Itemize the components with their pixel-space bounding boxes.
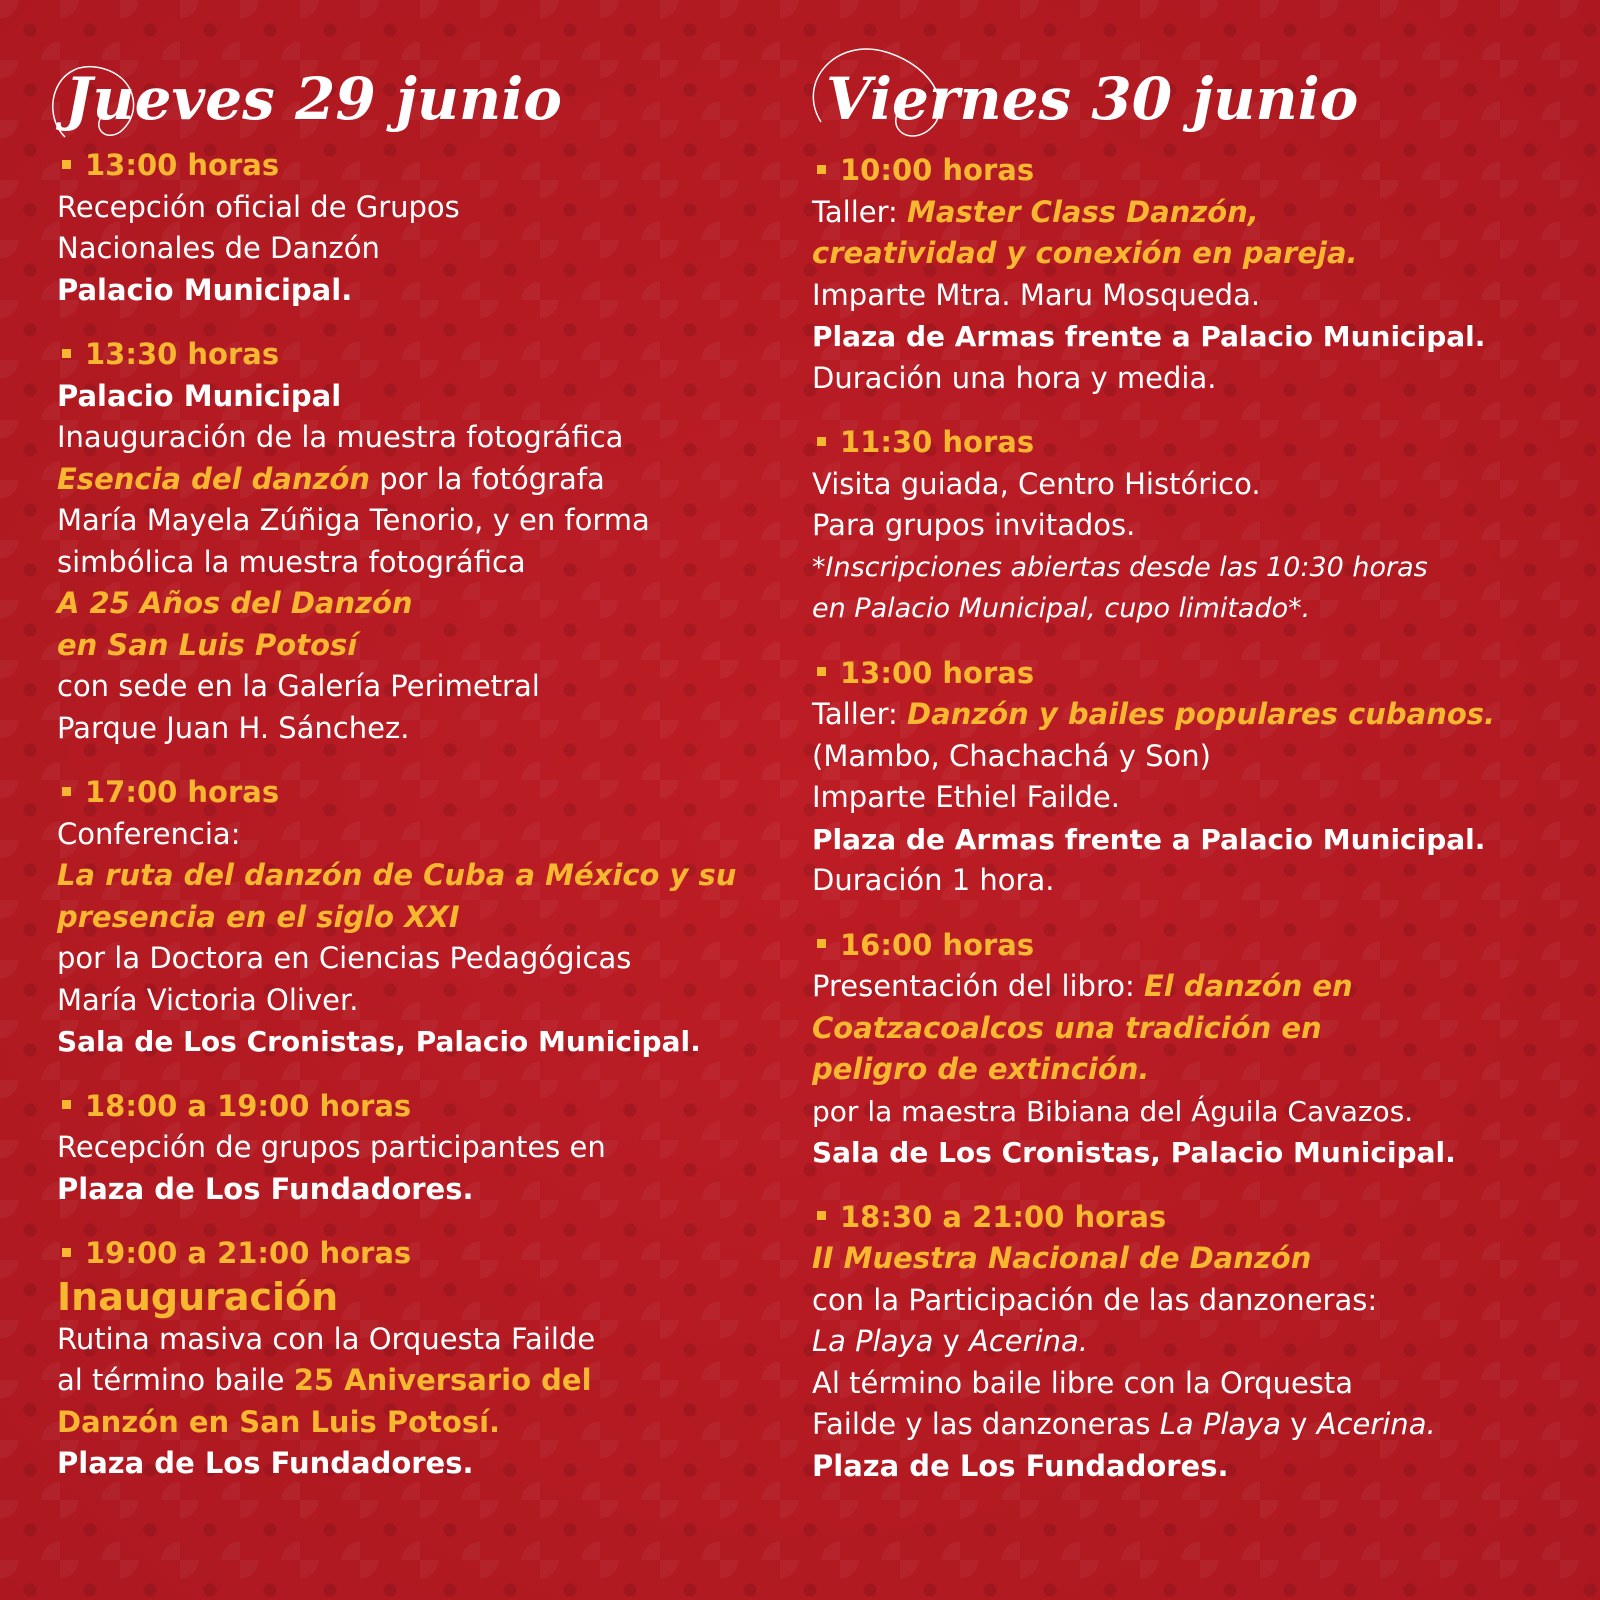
event-1700 xyxy=(57,772,797,1063)
jueves-title: Jueves 29 junio xyxy=(65,65,562,133)
conference-title: La ruta del danzón de Cuba a México y su xyxy=(57,858,737,892)
bullet-icon xyxy=(817,437,826,446)
event-label: Taller: xyxy=(812,697,908,731)
band-name: La Playa xyxy=(1159,1407,1282,1441)
viernes-title: Viernes 30 junio xyxy=(826,65,1359,133)
jueves-heading xyxy=(65,65,797,145)
event-time xyxy=(812,1197,1582,1239)
event-time xyxy=(57,772,797,814)
anniversary-highlight: 25 Aniversario del xyxy=(293,1363,592,1397)
event-place: Sala de Los Cronistas, Palacio Municipal. xyxy=(812,1136,1456,1169)
bullet-icon xyxy=(817,165,826,174)
event-text: Imparte Mtra. Maru Mosqueda. xyxy=(812,277,1261,312)
event-text: Visita guiada, Centro Histórico. xyxy=(812,466,1261,501)
event-text: simbólica la muestra fotográfica xyxy=(57,544,526,579)
event-text: Recepción de grupos participantes en xyxy=(57,1130,606,1164)
event-text: María Mayela Zúñiga Tenorio, y en forma xyxy=(57,503,650,537)
time-label: 13:30 horas xyxy=(85,337,280,371)
event-text: Imparte Ethiel Failde. xyxy=(812,780,1120,814)
registration-note: *Inscripciones abiertas desde las 10:30 horas xyxy=(812,551,1428,583)
book-title: peligro de extinción. xyxy=(812,1052,1150,1086)
event-text: María Victoria Oliver. xyxy=(57,982,359,1017)
anniversary-highlight: Danzón en San Luis Potosí. xyxy=(57,1404,501,1439)
event-headline: II Muestra Nacional de Danzón xyxy=(812,1241,1312,1275)
event-text-mixed xyxy=(812,694,1582,736)
band-name: La Playa xyxy=(812,1324,934,1358)
event-place: Plaza de Los Fundadores. xyxy=(812,1448,1229,1483)
viernes-heading xyxy=(826,65,1582,145)
bullet-icon xyxy=(62,349,71,358)
event-text: por la fotógrafa xyxy=(370,461,605,496)
bullet-icon xyxy=(62,160,71,169)
time-label: 13:00 horas xyxy=(85,148,280,182)
event-1900 xyxy=(57,1233,797,1485)
time-label: 19:00 a 21:00 horas xyxy=(85,1236,412,1270)
event-text: con sede en la Galería Perimetral xyxy=(57,669,540,703)
event-text: Recepción oficial de Grupos xyxy=(57,189,460,224)
book-title: El danzón en xyxy=(1144,969,1353,1003)
event-text-mixed xyxy=(812,966,1582,1008)
event-text: por la maestra Bibiana del Águila Cavazos. xyxy=(812,1094,1414,1128)
event-text: Failde y las danzoneras xyxy=(812,1407,1160,1441)
conjunction: y xyxy=(933,1324,970,1358)
event-place: Sala de Los Cronistas, Palacio Municipal. xyxy=(57,1025,701,1058)
event-text: (Mambo, Chachachá y Son) xyxy=(812,738,1211,773)
event-1300 xyxy=(57,145,797,311)
bullet-icon xyxy=(817,667,826,676)
event-time xyxy=(812,150,1582,192)
time-label: 10:00 horas xyxy=(840,153,1035,187)
exhibition-title: A 25 Años del Danzón xyxy=(57,586,413,620)
event-text: Al término baile libre con la Orquesta xyxy=(812,1365,1354,1400)
event-1800 xyxy=(57,1086,797,1211)
event-text-mixed xyxy=(812,1404,1582,1446)
event-text: Inauguración de la muestra fotográfica xyxy=(57,420,624,454)
event-place: Palacio Municipal xyxy=(57,378,342,413)
event-text: al término baile xyxy=(57,1363,294,1397)
event-place: Plaza de Los Fundadores. xyxy=(57,1171,474,1206)
conference-title: presencia en el siglo XXI xyxy=(57,899,460,934)
event-time xyxy=(812,422,1582,464)
time-label: 18:30 a 21:00 horas xyxy=(840,1199,1167,1234)
exhibition-title: Esencia del danzón xyxy=(57,461,371,496)
event-1600 xyxy=(812,925,1582,1174)
event-text: con la Participación de las danzoneras: xyxy=(812,1282,1378,1317)
event-text: Conferencia: xyxy=(57,816,241,851)
time-label: 17:00 horas xyxy=(85,775,280,809)
bullet-icon xyxy=(62,1100,71,1109)
workshop-title: Danzón y bailes populares cubanos. xyxy=(907,697,1496,731)
time-label: 13:00 horas xyxy=(840,655,1035,690)
event-1830 xyxy=(812,1197,1582,1488)
registration-note: en Palacio Municipal, cupo limitado*. xyxy=(812,593,1311,624)
event-time xyxy=(57,1233,797,1275)
event-text-mixed xyxy=(812,192,1582,234)
event-text: Nacionales de Danzón xyxy=(57,231,380,265)
event-time xyxy=(57,1086,797,1128)
event-text: Para grupos invitados. xyxy=(812,508,1136,542)
event-text-mixed xyxy=(812,1321,1582,1363)
conjunction: y xyxy=(1281,1407,1317,1441)
time-label: 16:00 horas xyxy=(840,927,1035,962)
event-1330 xyxy=(57,334,797,749)
event-1130 xyxy=(812,422,1582,630)
event-text-mixed xyxy=(57,459,797,501)
event-place: Plaza de Los Fundadores. xyxy=(57,1446,474,1480)
bullet-icon xyxy=(62,787,71,796)
bullet-icon xyxy=(817,939,826,948)
event-place: Palacio Municipal. xyxy=(57,272,353,307)
time-label: 18:00 a 19:00 horas xyxy=(85,1088,412,1123)
event-text-mixed xyxy=(57,1360,797,1402)
event-text: Rutina masiva con la Orquesta Failde xyxy=(57,1321,596,1356)
event-time xyxy=(812,653,1582,695)
band-name: Acerina. xyxy=(969,1324,1088,1358)
bullet-icon xyxy=(817,1211,826,1220)
event-label: Taller: xyxy=(812,194,908,229)
event-place: Plaza de Armas frente a Palacio Municipal. xyxy=(812,320,1486,353)
event-label: Presentación del libro: xyxy=(812,969,1144,1003)
viernes-column xyxy=(812,65,1582,1510)
workshop-title: creatividad y conexión en pareja. xyxy=(812,236,1358,270)
exhibition-title: en San Luis Potosí xyxy=(57,627,358,662)
event-text: Duración una hora y media. xyxy=(812,360,1217,395)
event-time xyxy=(812,925,1582,967)
event-headline: Inauguración xyxy=(57,1274,339,1319)
book-title: Coatzacoalcos una tradición en xyxy=(812,1010,1322,1045)
event-place: Plaza de Armas frente a Palacio Municipal. xyxy=(812,822,1486,856)
workshop-title: Master Class Danzón, xyxy=(907,194,1259,229)
time-label: 11:30 horas xyxy=(840,425,1035,459)
event-1000 xyxy=(812,150,1582,399)
band-name: Acerina. xyxy=(1316,1407,1436,1441)
event-text: por la Doctora en Ciencias Pedagógicas xyxy=(57,941,632,975)
jueves-column xyxy=(57,65,797,1508)
event-text: Duración 1 hora. xyxy=(812,863,1055,897)
event-text: Parque Juan H. Sánchez. xyxy=(57,710,410,745)
bullet-icon xyxy=(62,1248,71,1257)
event-1300-viernes xyxy=(812,653,1582,902)
event-time xyxy=(57,334,797,376)
